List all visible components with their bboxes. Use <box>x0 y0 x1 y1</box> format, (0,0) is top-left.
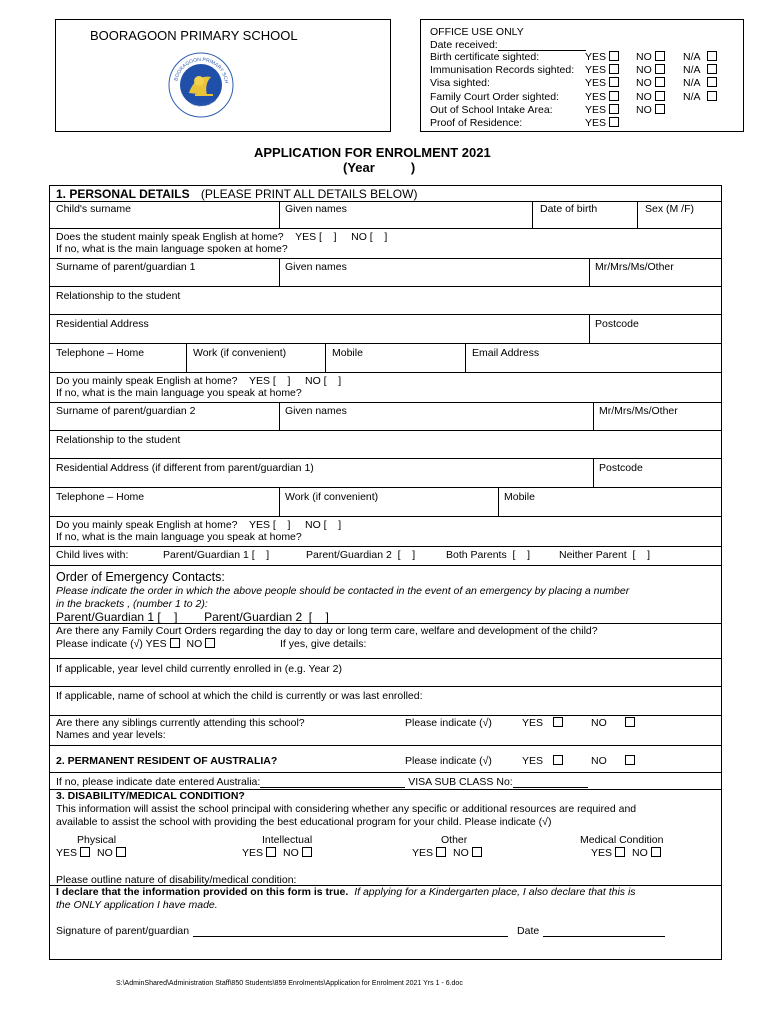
office-no-checkbox[interactable] <box>655 64 665 74</box>
office-date-received: Date received: <box>430 39 586 51</box>
pg2-work-label[interactable]: Work (if convenient) <box>285 491 379 503</box>
child-lives-with-label: Child lives with: <box>56 549 129 561</box>
pg2-address-label[interactable]: Residential Address (if different from parent/guardian 1) <box>56 462 314 474</box>
disability-yes-checkbox[interactable] <box>436 847 446 857</box>
disability-yes-checkbox[interactable] <box>80 847 90 857</box>
siblings-no-checkbox[interactable] <box>625 717 635 727</box>
office-no[interactable]: NO <box>636 51 665 63</box>
school-name: BOORAGOON PRIMARY SCHOOL <box>90 28 298 43</box>
office-yes[interactable]: YES <box>585 104 619 116</box>
disability-no-checkbox[interactable] <box>116 847 126 857</box>
previous-school-label[interactable]: If applicable, name of school at which the child is currently or was last enrolled: <box>56 690 423 702</box>
office-na[interactable]: N/A <box>683 77 717 89</box>
emergency-options[interactable]: Parent/Guardian 1 [ ] Parent/Guardian 2 [ ] <box>56 610 329 624</box>
date-of-birth-label[interactable]: Date of birth <box>540 203 598 215</box>
disability-info-1: This information will assist the school principal with considering whether any specific or additional resources are required and <box>56 803 637 815</box>
lives-with-both[interactable]: Both Parents [ ] <box>446 549 531 561</box>
disability-info-2: available to assist the school with providing the best educational program for your child. Please indicate (√) <box>56 816 552 828</box>
office-yes[interactable]: YES <box>585 91 619 103</box>
office-yes[interactable]: YES <box>585 51 619 63</box>
childs-surname-label[interactable]: Child's surname <box>56 203 131 215</box>
disability-no-checkbox[interactable] <box>651 847 661 857</box>
office-na[interactable]: N/A <box>683 91 717 103</box>
office-no[interactable]: NO <box>636 64 665 76</box>
resident-no-checkbox[interactable] <box>625 755 635 765</box>
emergency-note-2: in the brackets , (number 1 to 2): <box>56 598 208 610</box>
court-orders-indicate[interactable]: Please indicate (√) YES NO <box>56 638 215 650</box>
office-no[interactable]: NO <box>636 104 665 116</box>
office-yes[interactable]: YES <box>585 117 619 129</box>
pg2-surname-label[interactable]: Surname of parent/guardian 2 <box>56 405 196 417</box>
office-no[interactable]: NO <box>636 77 665 89</box>
lives-with-pg1[interactable]: Parent/Guardian 1 [ ] <box>163 549 270 561</box>
office-row-label: Immunisation Records sighted: <box>430 64 575 77</box>
disability-yes-checkbox[interactable] <box>266 847 276 857</box>
siblings-names-label[interactable]: Names and year levels: <box>56 729 166 741</box>
office-no[interactable]: NO <box>636 91 665 103</box>
section1-heading: 1. PERSONAL DETAILS <box>56 187 190 201</box>
pg1-relationship-label[interactable]: Relationship to the student <box>56 290 181 302</box>
office-na-checkbox[interactable] <box>707 77 717 87</box>
office-no-checkbox[interactable] <box>655 104 665 114</box>
pg2-given-names-label[interactable]: Given names <box>285 405 347 417</box>
siblings-question: Are there any siblings currently attending this school? <box>56 717 305 729</box>
pg2-postcode-label[interactable]: Postcode <box>599 462 643 474</box>
logo-text-bottom: BE SINCERE <box>189 97 217 108</box>
disability-category-name: Other <box>441 834 468 846</box>
form-title: APPLICATION FOR ENROLMENT 2021 <box>254 145 491 160</box>
office-na[interactable]: N/A <box>683 51 717 63</box>
pg1-email-label[interactable]: Email Address <box>472 347 540 359</box>
section1-note: (PLEASE PRINT ALL DETAILS BELOW) <box>200 187 418 201</box>
pg1-english-question[interactable]: Do you mainly speak English at home? YES [ ] NO [ ] <box>56 375 342 387</box>
office-yes[interactable]: YES <box>585 64 619 76</box>
pg2-telephone-label[interactable]: Telephone – Home <box>56 491 145 503</box>
office-yes[interactable]: YES <box>585 77 619 89</box>
emergency-note-1: Please indicate the order in which the above people should be contacted in the event of an emergency by placing a number <box>56 585 630 597</box>
office-row-label: Birth certificate sighted: <box>430 51 540 63</box>
declaration-italic-1: If applying for a Kindergarten place, I also declare that this is <box>354 886 636 898</box>
disability-no-checkbox[interactable] <box>302 847 312 857</box>
pg1-mobile-label[interactable]: Mobile <box>332 347 363 359</box>
office-yes-checkbox[interactable] <box>609 51 619 61</box>
office-yes-checkbox[interactable] <box>609 77 619 87</box>
siblings-yes-checkbox[interactable] <box>553 717 563 727</box>
signature-line[interactable]: Signature of parent/guardian Date <box>56 925 665 937</box>
sex-label[interactable]: Sex (M /F) <box>645 203 694 215</box>
office-row-label: Family Court Order sighted: <box>430 90 559 103</box>
declaration-line-1 <box>56 886 636 898</box>
office-yes-checkbox[interactable] <box>609 104 619 114</box>
office-na-checkbox[interactable] <box>707 64 717 74</box>
office-yes-checkbox[interactable] <box>609 91 619 101</box>
disability-outline-label[interactable]: Please outline nature of disability/medical condition: <box>56 874 297 886</box>
student-language-question[interactable]: If no, what is the main language spoken at home? <box>56 243 288 255</box>
date-entered-australia[interactable]: If no, please indicate date entered Australia: VISA SUB CLASS No: <box>56 776 588 788</box>
resident-yes-checkbox[interactable] <box>553 755 563 765</box>
pg1-given-names-label[interactable]: Given names <box>285 261 347 273</box>
pg2-relationship-label[interactable]: Relationship to the student <box>56 434 181 446</box>
disability-category-options[interactable]: YES NO <box>591 847 661 859</box>
disability-category-options[interactable]: YES NO <box>242 847 312 859</box>
section2-heading: 2. PERMANENT RESIDENT OF AUSTRALIA? <box>56 755 278 767</box>
office-na-checkbox[interactable] <box>707 51 717 61</box>
disability-yes-checkbox[interactable] <box>615 847 625 857</box>
pg2-mobile-label[interactable]: Mobile <box>504 491 535 503</box>
office-no-checkbox[interactable] <box>655 51 665 61</box>
office-na-checkbox[interactable] <box>707 91 717 101</box>
pg1-postcode-label[interactable]: Postcode <box>595 318 639 330</box>
resident-yes[interactable]: YES <box>522 755 563 767</box>
office-row-label: Visa sighted: <box>430 77 490 90</box>
disability-category-name: Intellectual <box>262 834 313 846</box>
siblings-no[interactable]: NO <box>591 717 635 729</box>
office-yes-checkbox[interactable] <box>609 117 619 127</box>
disability-category-name: Physical <box>77 834 117 846</box>
pg2-english-question[interactable]: Do you mainly speak English at home? YES [ ] NO [ ] <box>56 519 342 531</box>
declaration-bold: I declare that the information provided on this form is true. <box>56 886 349 898</box>
disability-category-options[interactable]: YES NO <box>412 847 482 859</box>
form-title-year: (Year ) <box>343 160 416 175</box>
resident-indicate: Please indicate (√) <box>405 755 492 767</box>
lives-with-neither[interactable]: Neither Parent [ ] <box>559 549 651 561</box>
student-english-question[interactable]: Does the student mainly speak English at home? YES [ ] NO [ ] <box>56 231 388 243</box>
siblings-yes[interactable]: YES <box>522 717 563 729</box>
year-level-label[interactable]: If applicable, year level child currently enrolled in (e.g. Year 2) <box>56 663 342 675</box>
pg1-surname-label[interactable]: Surname of parent/guardian 1 <box>56 261 196 273</box>
office-no-checkbox[interactable] <box>655 91 665 101</box>
logo-text-top: BOORAGOON PRIMARY SCH <box>173 56 229 84</box>
footer-path: S:\AdminShared\Administration Staff\850 Students\859 Enrolments\Application for Enrolment 2021 Yrs 1 - 6.doc <box>116 980 463 987</box>
resident-no[interactable]: NO <box>591 755 635 767</box>
siblings-indicate: Please indicate (√) <box>405 717 492 729</box>
child-given-names-label[interactable]: Given names <box>285 203 347 215</box>
office-row-label: Out of School Intake Area: <box>430 103 553 116</box>
office-no-checkbox[interactable] <box>655 77 665 87</box>
disability-category-options[interactable]: YES NO <box>56 847 126 859</box>
court-yes-checkbox[interactable] <box>170 638 180 648</box>
disability-category-name: Medical Condition <box>580 834 664 846</box>
pg1-address-label[interactable]: Residential Address <box>56 318 149 330</box>
pg1-title-label[interactable]: Mr/Mrs/Ms/Other <box>595 261 674 273</box>
emergency-title: Order of Emergency Contacts: <box>56 570 225 584</box>
office-title: OFFICE USE ONLY <box>430 26 524 38</box>
pg2-language-question[interactable]: If no, what is the main language you speak at home? <box>56 531 302 543</box>
school-logo <box>167 51 235 119</box>
section1-heading-row <box>56 187 417 201</box>
declaration-italic-2: the ONLY application I have made. <box>56 899 218 911</box>
court-orders-question: Are there any Family Court Orders regarding the day to day or long term care, welfare and development of the child? <box>56 625 598 637</box>
office-row-label: Proof of Residence: <box>430 117 523 129</box>
office-yes-checkbox[interactable] <box>609 64 619 74</box>
pg2-title-label[interactable]: Mr/Mrs/Ms/Other <box>599 405 678 417</box>
office-na[interactable]: N/A <box>683 64 717 76</box>
pg1-language-question[interactable]: If no, what is the main language you speak at home? <box>56 387 302 399</box>
pg1-telephone-label[interactable]: Telephone – Home <box>56 347 145 359</box>
section3-heading: 3. DISABILITY/MEDICAL CONDITION? <box>56 790 245 802</box>
lives-with-pg2[interactable]: Parent/Guardian 2 [ ] <box>306 549 416 561</box>
pg1-work-label[interactable]: Work (if convenient) <box>193 347 287 359</box>
court-details-label[interactable]: If yes, give details: <box>280 638 367 650</box>
court-no-checkbox[interactable] <box>205 638 215 648</box>
disability-no-checkbox[interactable] <box>472 847 482 857</box>
